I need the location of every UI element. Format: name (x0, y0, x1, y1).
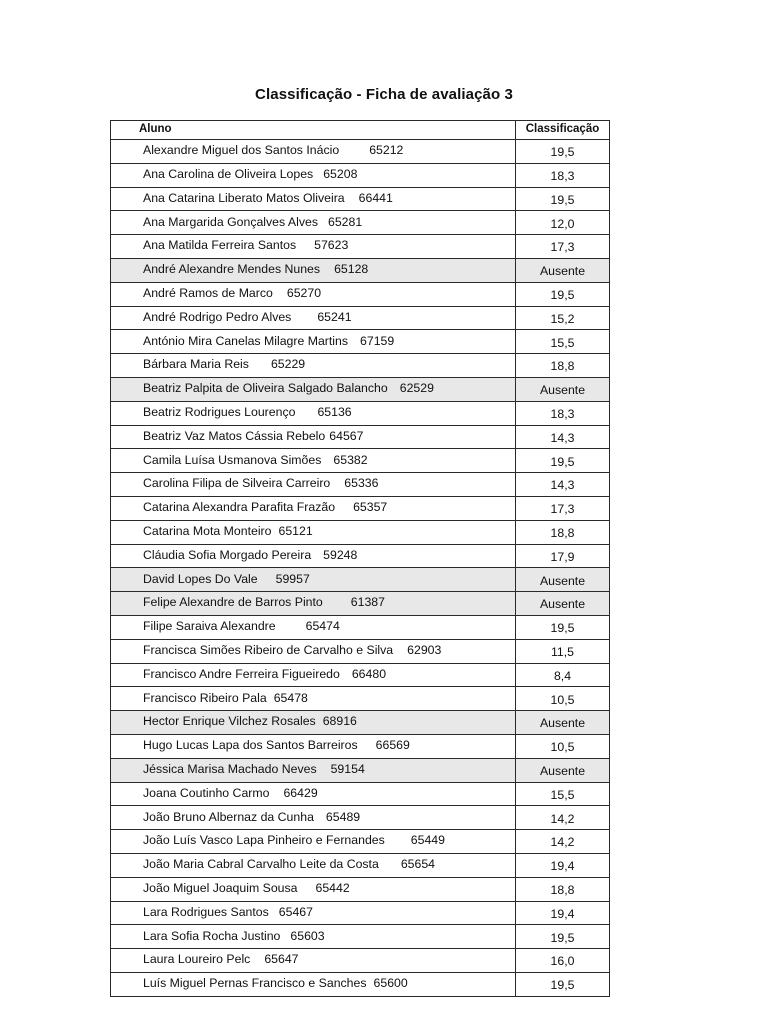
table-row (111, 330, 610, 354)
table-row (111, 235, 610, 259)
student-name: Hugo Lucas Lapa dos Santos Barreiros (143, 738, 358, 753)
student-cell (111, 282, 516, 306)
table-row (111, 473, 610, 497)
grade-value: 18,8 (516, 877, 610, 901)
table-row (111, 615, 610, 639)
student-name: Beatriz Vaz Matos Cássia Rebelo (143, 428, 326, 443)
student-cell (111, 901, 516, 925)
table-row (111, 496, 610, 520)
student-cell (111, 473, 516, 497)
student-cell (111, 330, 516, 354)
grade-value: 18,3 (516, 401, 610, 425)
table-row (111, 377, 610, 401)
student-cell (111, 687, 516, 711)
table-row (111, 401, 610, 425)
table-row (111, 806, 610, 830)
student-number: 65474 (305, 619, 340, 634)
table-row (111, 949, 610, 973)
student-number: 65600 (373, 976, 408, 991)
student-number: 65270 (286, 286, 322, 301)
student-number: 67159 (360, 333, 395, 348)
table-row (111, 877, 610, 901)
student-number: 59957 (275, 571, 310, 586)
student-cell (111, 758, 516, 782)
student-name: Felipe Alexandre de Barros Pinto (143, 595, 323, 610)
grade-value: 14,3 (516, 473, 610, 497)
student-cell (111, 925, 516, 949)
student-cell (111, 806, 516, 830)
student-name: Laura Loureiro Pelc (143, 952, 251, 967)
student-name: Lara Rodrigues Santos (143, 904, 269, 919)
table-row (111, 853, 610, 877)
grade-value: 19,5 (516, 925, 610, 949)
table-row (111, 211, 610, 235)
student-name: Carolina Filipa de Silveira Carreiro (143, 476, 331, 491)
student-cell (111, 235, 516, 259)
student-cell (111, 187, 516, 211)
table-row (111, 758, 610, 782)
student-cell (111, 782, 516, 806)
grade-value: 19,5 (516, 615, 610, 639)
grade-value: 17,3 (516, 235, 610, 259)
table-row (111, 544, 610, 568)
student-cell (111, 163, 516, 187)
grade-absent: Ausente (516, 758, 610, 782)
table-row (111, 568, 610, 592)
student-name: Francisco Ribeiro Pala (143, 690, 267, 705)
grade-value: 19,4 (516, 853, 610, 877)
student-number: 62529 (399, 381, 434, 396)
table-row (111, 449, 610, 473)
table-row (111, 140, 610, 164)
student-number: 66480 (351, 666, 387, 681)
grade-value: 12,0 (516, 211, 610, 235)
student-cell (111, 615, 516, 639)
student-number: 65654 (400, 857, 436, 872)
grade-value: 10,5 (516, 734, 610, 758)
student-number: 65336 (344, 476, 379, 491)
student-name: Alexandre Miguel dos Santos Inácio (143, 143, 340, 158)
grade-value: 18,8 (516, 520, 610, 544)
student-name: João Maria Cabral Carvalho Leite da Costa (143, 857, 379, 872)
grade-absent: Ausente (516, 711, 610, 735)
grade-value: 8,4 (516, 663, 610, 687)
table-row (111, 282, 610, 306)
table-row (111, 734, 610, 758)
table-header-row (111, 121, 610, 140)
student-name: Catarina Alexandra Parafita Frazão (143, 500, 336, 515)
student-name: Francisca Simões Ribeiro de Carvalho e Silva (143, 642, 394, 657)
student-cell (111, 734, 516, 758)
student-cell (111, 830, 516, 854)
student-name: Cláudia Sofia Morgado Pereira (143, 547, 312, 562)
student-cell (111, 592, 516, 616)
student-number: 65442 (315, 880, 350, 895)
student-cell (111, 639, 516, 663)
student-number: 65647 (264, 952, 299, 967)
student-number: 66429 (283, 785, 318, 800)
student-name: Ana Catarina Liberato Matos Oliveira (143, 190, 345, 205)
student-cell (111, 972, 516, 996)
page-title: Classificação - Ficha de avaliação 3 (255, 86, 513, 103)
grade-value: 19,5 (516, 282, 610, 306)
student-number: 66569 (375, 738, 410, 753)
student-name: David Lopes Do Vale (143, 571, 258, 586)
student-number: 65208 (323, 167, 358, 182)
grade-value: 18,3 (516, 163, 610, 187)
student-name: Beatriz Rodrigues Lourenço (143, 405, 296, 420)
student-cell (111, 258, 516, 282)
grade-absent: Ausente (516, 258, 610, 282)
student-name: Francisco Andre Ferreira Figueiredo (143, 666, 340, 681)
table-row (111, 592, 610, 616)
grade-absent: Ausente (516, 568, 610, 592)
student-name: Ana Carolina de Oliveira Lopes (143, 167, 314, 182)
table-row (111, 901, 610, 925)
student-number: 65382 (333, 452, 368, 467)
student-name: João Miguel Joaquim Sousa (143, 880, 298, 895)
student-cell (111, 425, 516, 449)
student-cell (111, 853, 516, 877)
student-number: 62903 (407, 642, 442, 657)
table-row (111, 925, 610, 949)
student-cell (111, 401, 516, 425)
student-cell (111, 663, 516, 687)
table-row (111, 520, 610, 544)
student-number: 65467 (278, 904, 313, 919)
grade-value: 15,5 (516, 330, 610, 354)
student-name: Beatriz Palpita de Oliveira Salgado Balancho (143, 381, 388, 396)
grade-absent: Ausente (516, 592, 610, 616)
table-row (111, 711, 610, 735)
header-student: Aluno (111, 121, 516, 140)
grade-value: 19,5 (516, 187, 610, 211)
student-number: 66441 (358, 190, 393, 205)
header-grade: Classificação (516, 121, 610, 140)
grade-absent: Ausente (516, 377, 610, 401)
grade-value: 16,0 (516, 949, 610, 973)
student-number: 65128 (334, 262, 369, 277)
student-name: João Bruno Albernaz da Cunha (143, 809, 314, 824)
grades-body (111, 140, 610, 997)
student-name: Jéssica Marisa Machado Neves (143, 761, 317, 776)
student-number: 65603 (290, 928, 325, 943)
grade-value: 19,4 (516, 901, 610, 925)
grade-value: 14,2 (516, 830, 610, 854)
student-number: 68916 (322, 714, 357, 729)
student-number: 65489 (325, 809, 361, 824)
student-number: 65478 (273, 690, 308, 705)
grades-table (110, 120, 610, 997)
student-name: António Mira Canelas Milagre Martins (143, 333, 349, 348)
grade-value: 18,8 (516, 354, 610, 378)
student-cell (111, 306, 516, 330)
student-number: 61387 (350, 595, 385, 610)
student-cell (111, 568, 516, 592)
grade-value: 14,2 (516, 806, 610, 830)
student-number: 65241 (317, 309, 352, 324)
student-cell (111, 949, 516, 973)
grade-value: 17,3 (516, 496, 610, 520)
student-number: 65136 (317, 405, 352, 420)
student-cell (111, 377, 516, 401)
table-row (111, 354, 610, 378)
table-row (111, 639, 610, 663)
student-name: Ana Margarida Gonçalves Alves (143, 214, 318, 229)
student-cell (111, 544, 516, 568)
student-name: André Alexandre Mendes Nunes (143, 262, 321, 277)
table-row (111, 830, 610, 854)
student-number: 59248 (323, 547, 358, 562)
table-row (111, 782, 610, 806)
student-number: 64567 (329, 428, 364, 443)
table-row (111, 187, 610, 211)
student-cell (111, 449, 516, 473)
student-number: 65229 (270, 357, 306, 372)
grade-value: 19,5 (516, 140, 610, 164)
table-row (111, 663, 610, 687)
table-row (111, 163, 610, 187)
student-name: Luís Miguel Pernas Francisco e Sanches (143, 976, 367, 991)
student-cell (111, 520, 516, 544)
table-row (111, 425, 610, 449)
grade-value: 17,9 (516, 544, 610, 568)
table-row (111, 258, 610, 282)
student-name: Hector Enrique Vilchez Rosales (143, 714, 316, 729)
student-number: 65121 (278, 524, 313, 538)
student-name: Catarina Mota Monteiro (143, 524, 272, 538)
student-name: André Ramos de Marco (143, 286, 273, 301)
student-name: Lara Sofia Rocha Justino (143, 928, 281, 943)
student-name: João Luís Vasco Lapa Pinheiro e Fernandes (143, 833, 385, 848)
student-cell (111, 140, 516, 164)
student-cell (111, 711, 516, 735)
student-number: 57623 (314, 238, 349, 253)
student-number: 65357 (353, 500, 388, 515)
student-cell (111, 877, 516, 901)
table-row (111, 306, 610, 330)
grade-value: 19,5 (516, 449, 610, 473)
student-number: 65281 (327, 214, 363, 229)
table-row (111, 687, 610, 711)
student-cell (111, 211, 516, 235)
student-name: Bárbara Maria Reis (143, 357, 249, 372)
student-name: Camila Luísa Usmanova Simões (143, 452, 322, 467)
student-cell (111, 354, 516, 378)
grade-value: 19,5 (516, 972, 610, 996)
student-name: Ana Matilda Ferreira Santos (143, 238, 297, 253)
grade-value: 10,5 (516, 687, 610, 711)
student-number: 65449 (410, 833, 445, 848)
student-name: Filipe Saraiva Alexandre (143, 619, 276, 634)
student-cell (111, 496, 516, 520)
grade-value: 14,3 (516, 425, 610, 449)
student-name: André Rodrigo Pedro Alves (143, 309, 292, 324)
student-number: 59154 (330, 761, 365, 776)
student-name: Joana Coutinho Carmo (143, 785, 270, 800)
grade-value: 11,5 (516, 639, 610, 663)
grade-value: 15,2 (516, 306, 610, 330)
table-row (111, 972, 610, 996)
student-number: 65212 (369, 143, 404, 158)
grade-value: 15,5 (516, 782, 610, 806)
